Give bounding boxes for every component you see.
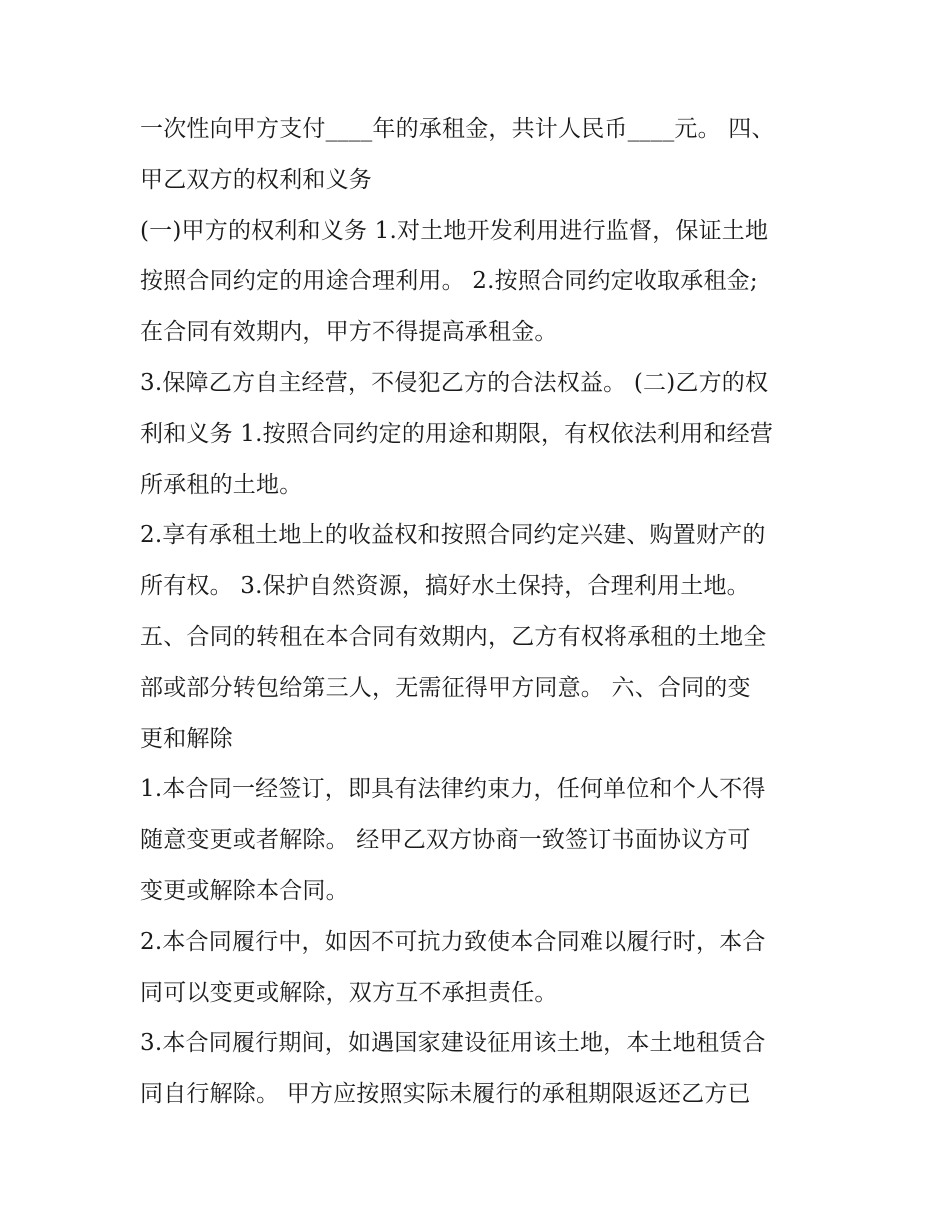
document-body	[140, 104, 820, 1120]
text-line: (一)甲方的权利和义务 1.对土地开发利用进行监督，保证土地	[140, 217, 769, 244]
text-line: 变更或解除本合同。	[140, 877, 349, 904]
text-line: 在合同有效期内，甲方不得提高承租金。	[140, 319, 558, 346]
text-line: 同可以变更或解除，双方互不承担责任。	[140, 979, 558, 1006]
text-line: 1.本合同一经签订，即具有法律约束力，任何单位和个人不得	[140, 776, 766, 803]
text-line: 随意变更或者解除。 经甲乙双方协商一致签订书面协议方可	[140, 827, 751, 854]
text-line: 一次性向甲方支付____年的承租金，共计人民币____元。 四、	[140, 116, 775, 142]
text-line: 所承租的土地。	[140, 471, 303, 498]
text-line: 2.享有承租土地上的收益权和按照合同约定兴建、购置财产的	[140, 522, 766, 549]
text-line: 所有权。 3.保护自然资源，搞好水土保持，合理利用土地。	[140, 573, 750, 600]
text-line: 部或部分转包给第三人，无需征得甲方同意。 六、合同的变	[140, 674, 751, 701]
text-line: 更和解除	[140, 725, 233, 752]
text-line: 同自行解除。 甲方应按照实际未履行的承租期限返还乙方已	[140, 1081, 751, 1108]
text-line: 3.本合同履行期间，如遇国家建设征用该土地，本土地租赁合	[140, 1030, 766, 1057]
text-line: 3.保障乙方自主经营，不侵犯乙方的合法权益。 (二)乙方的权	[140, 369, 769, 396]
text-line: 2.本合同履行中，如因不可抗力致使本合同难以履行时，本合	[140, 928, 766, 955]
text-line: 甲乙双方的权利和义务	[140, 166, 372, 193]
text-line: 利和义务 1.按照合同约定的用途和期限，有权依法利用和经营	[140, 420, 774, 447]
text-line: 五、合同的转租在本合同有效期内，乙方有权将承租的土地全	[140, 623, 767, 650]
text-line: 按照合同约定的用途合理利用。 2.按照合同约定收取承租金;	[140, 268, 758, 295]
